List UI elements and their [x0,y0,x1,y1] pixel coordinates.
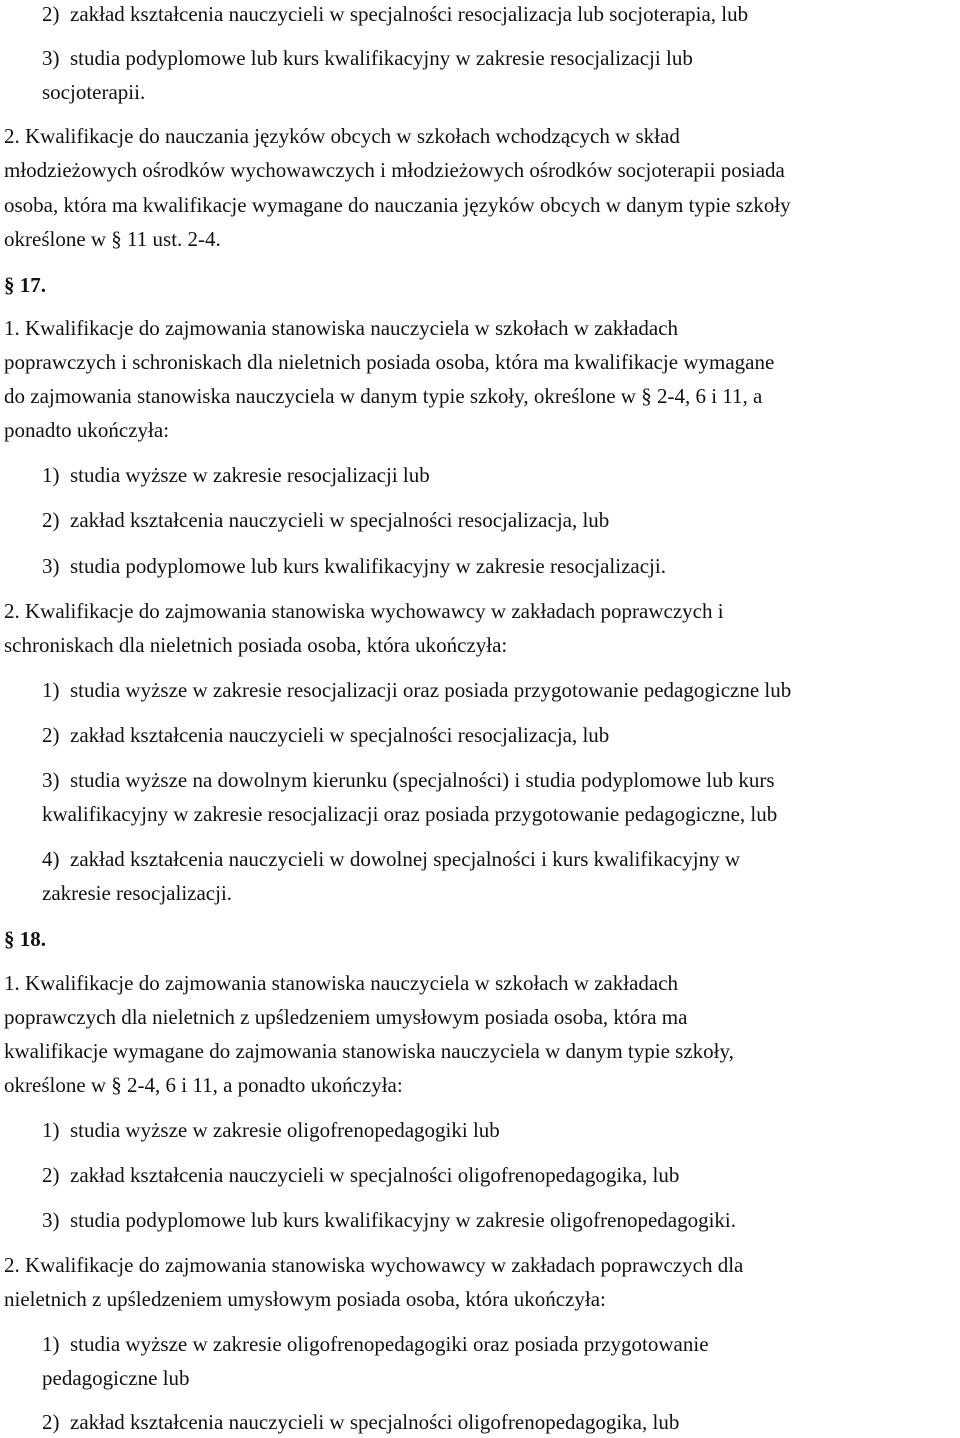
list-item-continuation: pedagogiczne lub [42,1366,190,1390]
section-heading: § 18. [4,927,46,951]
list-item: 3) studia podyplomowe lub kurs kwalifikacyjny w zakresie oligofrenopedagogiki. [42,1208,737,1232]
paragraph-line: ponadto ukończyła: [4,418,170,442]
paragraph-line: określone w § 11 ust. 2-4. [4,227,221,251]
paragraph-line: nieletnich z upśledzeniem umysłowym posiada osoba, która ukończyła: [4,1287,606,1311]
list-item: 2) zakład kształcenia nauczycieli w specjalności oligofrenopedagogika, lub [42,1410,680,1434]
paragraph-line: schroniskach dla nieletnich posiada osoba, która ukończyła: [4,633,508,657]
paragraph-line: określone w § 2-4, 6 i 11, a ponadto ukończyła: [4,1073,403,1097]
paragraph-line: kwalifikacje wymagane do zajmowania stanowiska nauczyciela w danym typie szkoły, [4,1039,734,1063]
list-item: 3) studia wyższe na dowolnym kierunku (specjalności) i studia podyplomowe lub kurs [42,768,775,792]
list-item: 1) studia wyższe w zakresie oligofrenopedagogiki oraz posiada przygotowanie [42,1332,709,1356]
list-item: 2) zakład kształcenia nauczycieli w specjalności resocjalizacja, lub [42,508,610,532]
list-item: 3) studia podyplomowe lub kurs kwalifikacyjny w zakresie resocjalizacji. [42,554,666,578]
list-item: 1) studia wyższe w zakresie oligofrenopedagogiki lub [42,1118,500,1142]
section-heading: § 17. [4,273,46,297]
list-item: 2) zakład kształcenia nauczycieli w specjalności resocjalizacja, lub [42,723,610,747]
paragraph-line: poprawczych dla nieletnich z upśledzeniem umysłowym posiada osoba, która ma [4,1005,688,1029]
list-item: 3) studia podyplomowe lub kurs kwalifikacyjny w zakresie resocjalizacji lub [42,46,693,70]
list-item: 4) zakład kształcenia nauczycieli w dowolnej specjalności i kurs kwalifikacyjny w [42,847,741,871]
list-item: 2) zakład kształcenia nauczycieli w specjalności oligofrenopedagogika, lub [42,1163,680,1187]
paragraph-line: 1. Kwalifikacje do zajmowania stanowiska nauczyciela w szkołach w zakładach [4,316,679,340]
paragraph-line: 2. Kwalifikacje do zajmowania stanowiska wychowawcy w zakładach poprawczych dla [4,1253,744,1277]
paragraph-line: do zajmowania stanowiska nauczyciela w danym typie szkoły, określone w § 2-4, 6 i 11, a [4,384,763,408]
paragraph-line: 1. Kwalifikacje do zajmowania stanowiska nauczyciela w szkołach w zakładach [4,971,679,995]
paragraph-line: poprawczych i schroniskach dla nieletnich posiada osoba, która ma kwalifikacje wymagane [4,350,775,374]
paragraph-line: osoba, która ma kwalifikacje wymagane do nauczania języków obcych w danym typie szkoły [4,193,791,217]
list-item: 1) studia wyższe w zakresie resocjalizacji lub [42,463,430,487]
list-item: 2) zakład kształcenia nauczycieli w specjalności resocjalizacja lub socjoterapia, lub [42,2,749,26]
list-item-continuation: zakresie resocjalizacji. [42,881,233,905]
list-item: 1) studia wyższe w zakresie resocjalizacji oraz posiada przygotowanie pedagogiczne lub [42,678,792,702]
list-item-continuation: kwalifikacyjny w zakresie resocjalizacji oraz posiada przygotowanie pedagogiczne, lub [42,802,778,826]
paragraph-line: 2. Kwalifikacje do nauczania języków obcych w szkołach wchodzących w skład [4,124,680,148]
list-item-continuation: socjoterapii. [42,80,146,104]
paragraph-line: 2. Kwalifikacje do zajmowania stanowiska wychowawcy w zakładach poprawczych i [4,599,724,623]
paragraph-line: młodzieżowych ośrodków wychowawczych i młodzieżowych ośrodków socjoterapii posiada [4,158,785,182]
